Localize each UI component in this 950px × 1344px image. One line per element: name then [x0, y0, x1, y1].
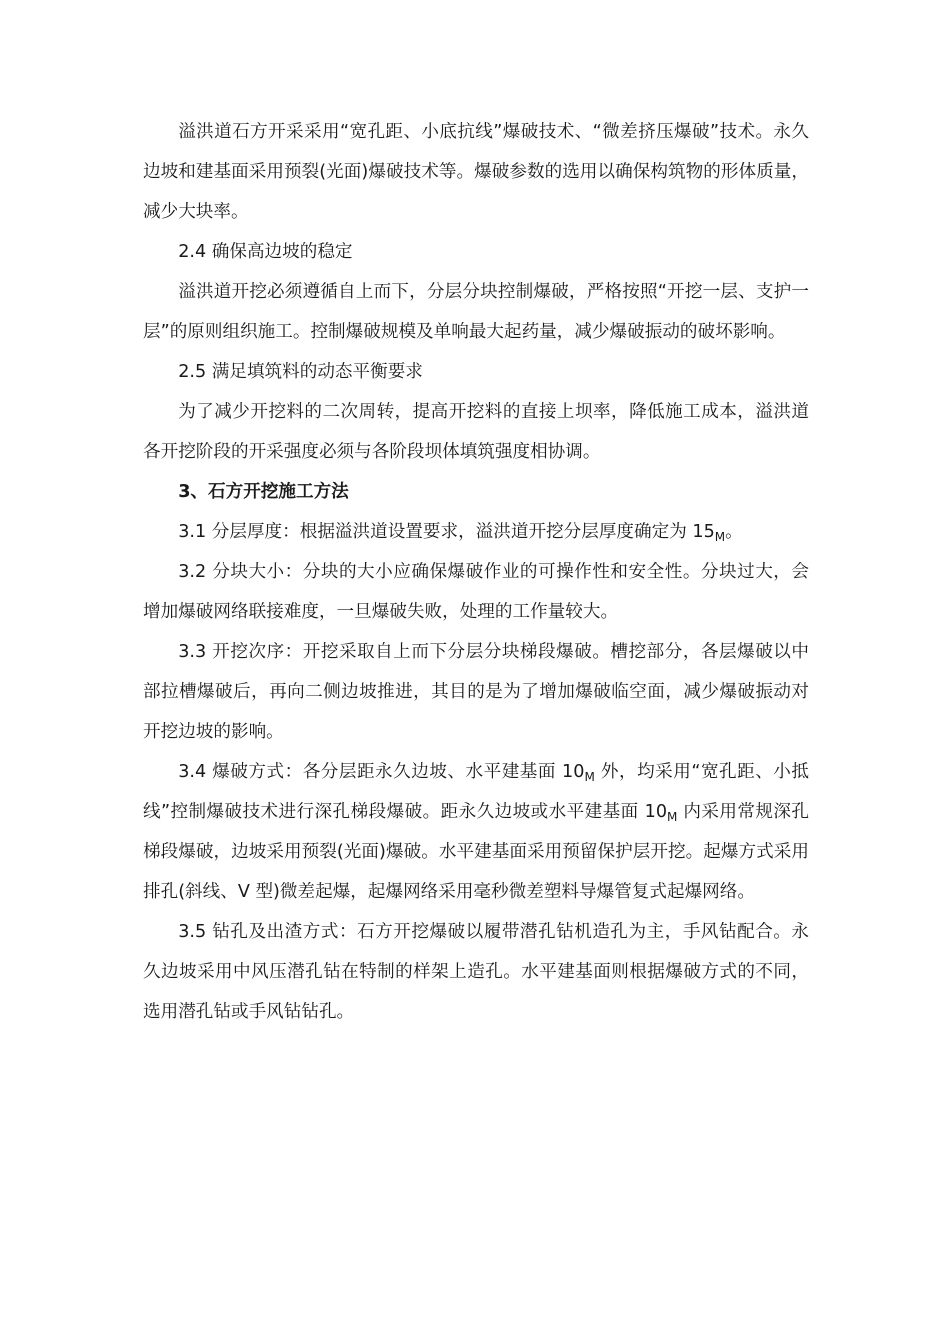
text-3-4-a: 3.4 爆破方式：各分层距永久边坡、水平建基面 10	[178, 762, 585, 782]
heading-2-5: 2.5 满足填筑料的动态平衡要求	[178, 362, 423, 382]
unit-subscript: M	[714, 530, 726, 544]
text-3-4-b: 外，均采用“宽孔距、小抵线”控制爆破技术进行深孔梯段爆破。距永久边坡或水平建基面 10	[143, 762, 809, 822]
paragraph-3-5: 3.5 钻孔及出渣方式：石方开挖爆破以履带潜孔钻机造孔为主，手风钻配合。永久边坡采用中风压潜孔钻在特制的样架上造孔。水平建基面则根据爆破方式的不同，选用潜孔钻或手风钻钻孔。	[143, 922, 809, 1022]
paragraph-3-3: 3.3 开挖次序：开挖采取自上而下分层分块梯段爆破。槽挖部分，各层爆破以中部拉槽爆破后，再向二侧边坡推进，其目的是为了增加爆破临空面，减少爆破振动对开挖边坡的影响。	[143, 642, 809, 742]
heading-2-4: 2.4 确保高边坡的稳定	[178, 242, 353, 262]
paragraph-3-4	[143, 752, 809, 912]
text-3-1-a: 3.1 分层厚度：根据溢洪道设置要求，溢洪道开挖分层厚度确定为 15	[178, 522, 715, 542]
document-body	[143, 112, 809, 1032]
paragraph-3-1	[143, 512, 809, 552]
unit-subscript: M	[584, 770, 595, 784]
paragraph-3-2: 3.2 分块大小：分块的大小应确保爆破作业的可操作性和安全性。分块过大，会增加爆破网络联接难度，一旦爆破失败，处理的工作量较大。	[143, 562, 809, 622]
unit-subscript: M	[667, 810, 678, 824]
text-3-4-c: 内采用常规深孔梯段爆破，边坡采用预裂(光面)爆破。水平建基面采用预留保护层开挖。起爆方式采用排孔(斜线、V 型)微差起爆，起爆网络采用毫秒微差塑料导爆管复式起爆网络。	[143, 802, 809, 902]
text-3-1-b: 。	[725, 522, 743, 542]
paragraph-blasting-technique: 溢洪道石方开采采用“宽孔距、小底抗线”爆破技术、“微差挤压爆破”技术。永久边坡和建基面采用预裂(光面)爆破技术等。爆破参数的选用以确保构筑物的形体质量，减少大块率。	[143, 122, 809, 222]
heading-3: 3、石方开挖施工方法	[178, 482, 349, 502]
paragraph-high-slope: 溢洪道开挖必须遵循自上而下，分层分块控制爆破，严格按照“开挖一层、支护一层”的原则组织施工。控制爆破规模及单响最大起药量，减少爆破振动的破坏影响。	[143, 282, 809, 342]
paragraph-fill-balance: 为了减少开挖料的二次周转，提高开挖料的直接上坝率，降低施工成本，溢洪道各开挖阶段的开采强度必须与各阶段坝体填筑强度相协调。	[143, 402, 809, 462]
